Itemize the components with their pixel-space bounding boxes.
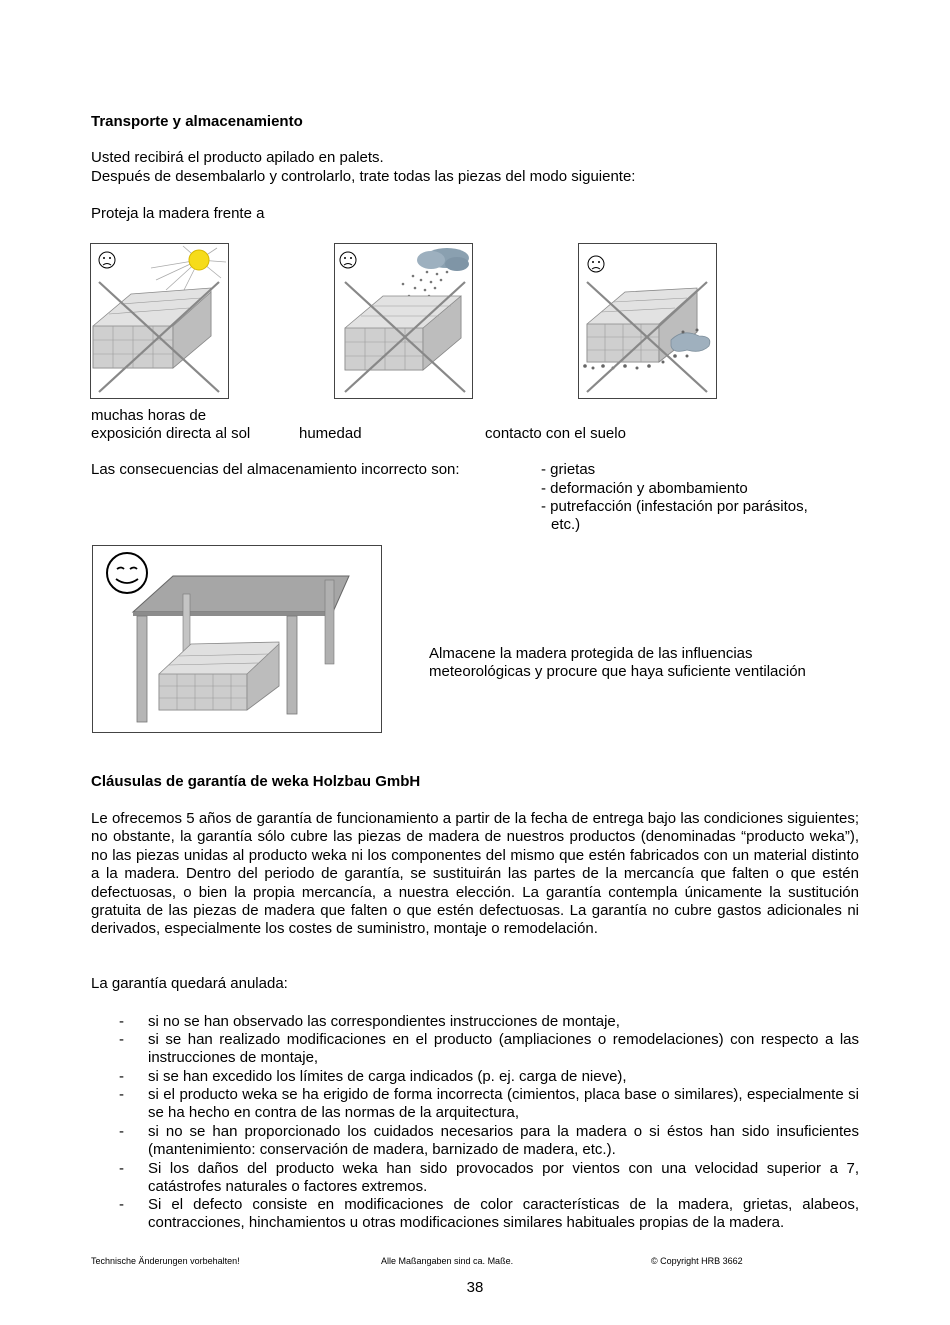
storage-advice-line-1: Almacene la madera protegida de las influencias xyxy=(429,645,753,662)
list-item-text: si no se han proporcionado los cuidados necesarios para la madera o si éstos han sido insuficientes (mantenimiento: conservación de madera, barnizado de madera, etc.). xyxy=(148,1123,859,1159)
list-item-text: Si el defecto consiste en modificaciones de color características de la madera, grietas, alabeos, contracciones, hinchamientos u otras modificaciones similares habituales propias de la madera. xyxy=(148,1196,859,1232)
section-heading-transport: Transporte y almacenamiento xyxy=(91,113,303,130)
storage-advice-line-2: meteorológicas y procure que haya suficiente ventilación xyxy=(429,663,806,680)
list-bullet: - xyxy=(119,1013,124,1030)
list-item-text: si el producto weka se ha erigido de forma incorrecta (cimientos, placa base o similares), especialmente si se ha hecho en contra de las normas de la arquitectura, xyxy=(148,1086,859,1122)
wood-stack-icon xyxy=(93,288,211,368)
consequence-item: etc.) xyxy=(551,516,581,533)
footer-left: Technische Änderungen vorbehalten! xyxy=(91,1256,240,1266)
warranty-paragraph: Le ofrecemos 5 años de garantía de funcionamiento a partir de la fecha de entrega bajo las condiciones siguientes; no obstante, la garantía sólo cubre las piezas de madera de nuestros productos (denominadas “producto weka”), no las piezas unidas al producto weka ni los componentes del mismo que estén fabricados con un material distinto a la madera. Dentro del periodo de garantía, se sustituirán las partes de la mercancía que falten o que estén defectuosas, o bien la propia mercancía, a nuestra elección. La garantía contempla únicamente la sustitución gratuita de las piezas de madera que falten o que estén defectuosas. La garantía no cubre gastos adicionales ni derivados, especialmente los costes de suministro, montaje o remodelación. xyxy=(91,810,859,938)
list-bullet: - xyxy=(119,1031,124,1048)
footer-center: Alle Maßangaben sind ca. Maße. xyxy=(381,1256,514,1266)
list-item-text: si no se han observado las correspondientes instrucciones de montaje, xyxy=(148,1013,620,1030)
protect-label: Proteja la madera frente a xyxy=(91,205,265,222)
illustration-sun xyxy=(90,243,229,399)
consequences-label: Las consecuencias del almacenamiento incorrecto son: xyxy=(91,461,460,478)
caption-ground: contacto con el suelo xyxy=(485,425,626,442)
sun-icon xyxy=(151,246,226,296)
rain-cloud-icon xyxy=(402,248,469,299)
section-heading-warranty: Cláusulas de garantía de weka Holzbau GmbH xyxy=(91,773,421,790)
caption-humidity: humedad xyxy=(299,425,362,442)
happy-face-icon xyxy=(107,553,147,593)
footer-right: © Copyright HRB 3662 xyxy=(651,1256,743,1266)
intro-line-1: Usted recibirá el producto apilado en palets. xyxy=(91,149,384,166)
list-bullet: - xyxy=(119,1160,124,1177)
warranty-void-label: La garantía quedará anulada: xyxy=(91,975,288,992)
puddle-icon xyxy=(671,333,710,352)
intro-line-2: Después de desembalarlo y controlarlo, trate todas las piezas del modo siguiente: xyxy=(91,168,636,185)
illustration-ground xyxy=(578,243,717,399)
consequence-item: - putrefacción (infestación por parásitos, xyxy=(541,498,808,515)
list-bullet: - xyxy=(119,1068,124,1085)
consequence-item: - grietas xyxy=(541,461,596,478)
page-number: 38 xyxy=(466,1279,484,1296)
sad-face-icon xyxy=(588,256,604,272)
illustration-covered-storage xyxy=(92,545,382,733)
list-bullet: - xyxy=(119,1086,124,1103)
sad-face-icon xyxy=(99,252,115,268)
list-bullet: - xyxy=(119,1123,124,1140)
list-bullet: - xyxy=(119,1196,124,1213)
list-item-text: Si los daños del producto weka han sido provocados por vientos con una velocidad superior a 7, catástrofes naturales o factores extremos. xyxy=(148,1160,859,1196)
list-item-text: si se han excedido los límites de carga indicados (p. ej. carga de nieve), xyxy=(148,1068,627,1085)
caption-sun-line-1: muchas horas de xyxy=(91,407,207,424)
wood-stack-icon xyxy=(345,296,461,370)
wood-stack-icon xyxy=(159,642,279,710)
list-item-text: si se han realizado modificaciones en el producto (ampliaciones o remodelaciones) con respecto a las instrucciones de montaje, xyxy=(148,1031,859,1067)
consequence-item: - deformación y abombamiento xyxy=(541,480,748,497)
caption-sun-line-2: exposición directa al sol xyxy=(91,425,251,442)
sad-face-icon xyxy=(340,252,356,268)
illustration-rain xyxy=(334,243,473,399)
